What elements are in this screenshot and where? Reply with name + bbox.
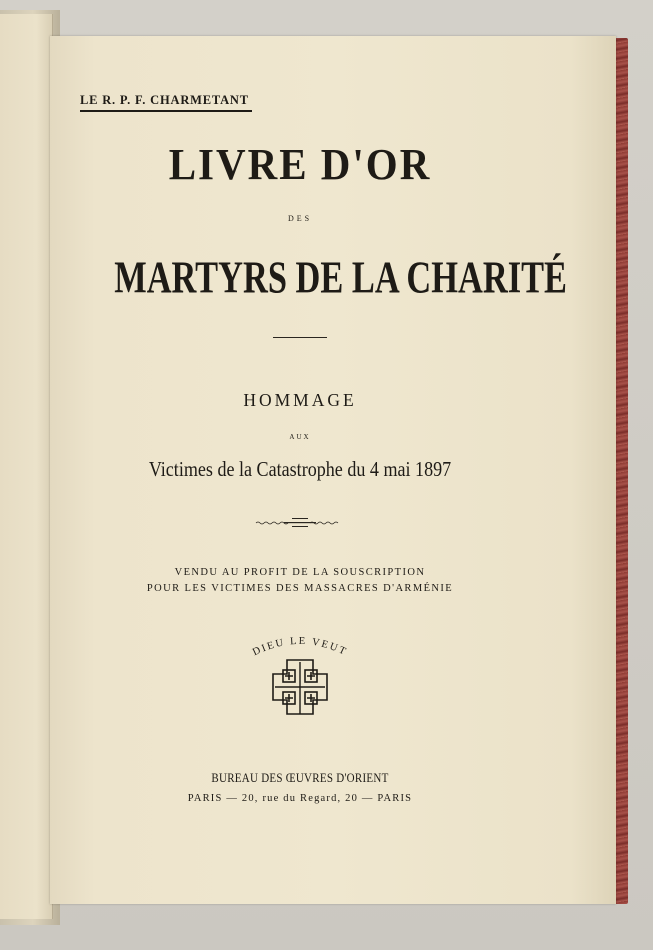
left-page-edge xyxy=(0,14,53,919)
title-line-2: MARTYRS DE LA CHARITÉ xyxy=(114,251,567,303)
author-line: LE R. P. F. CHARMETANT xyxy=(80,93,252,112)
divider-rule xyxy=(273,337,327,338)
title-connector: DES xyxy=(287,214,313,223)
jerusalem-cross-icon xyxy=(273,660,327,714)
dedication-text: Victimes de la Catastrophe du 4 mai 1897 xyxy=(148,457,452,481)
ornament-divider-icon xyxy=(254,516,346,528)
dedication-connector: AUX xyxy=(289,433,311,441)
title-line-1: LIVRE D'OR xyxy=(168,139,432,189)
motto-text: DIEU LE VEUT xyxy=(251,635,349,659)
sale-note xyxy=(60,565,540,597)
sale-note-line-2: POUR LES VICTIMES DES MASSACRES D'ARMÉNIE xyxy=(146,583,454,594)
publisher-name: BUREAU DES ŒUVRES D'ORIENT xyxy=(211,771,389,785)
emblem xyxy=(238,632,362,724)
publisher-address: PARIS — 20, rue du Regard, 20 — PARIS xyxy=(187,793,413,804)
dedication-heading: HOMMAGE xyxy=(243,390,357,410)
sale-note-line-1: VENDU AU PROFIT DE LA SOUSCRIPTION xyxy=(174,567,426,578)
